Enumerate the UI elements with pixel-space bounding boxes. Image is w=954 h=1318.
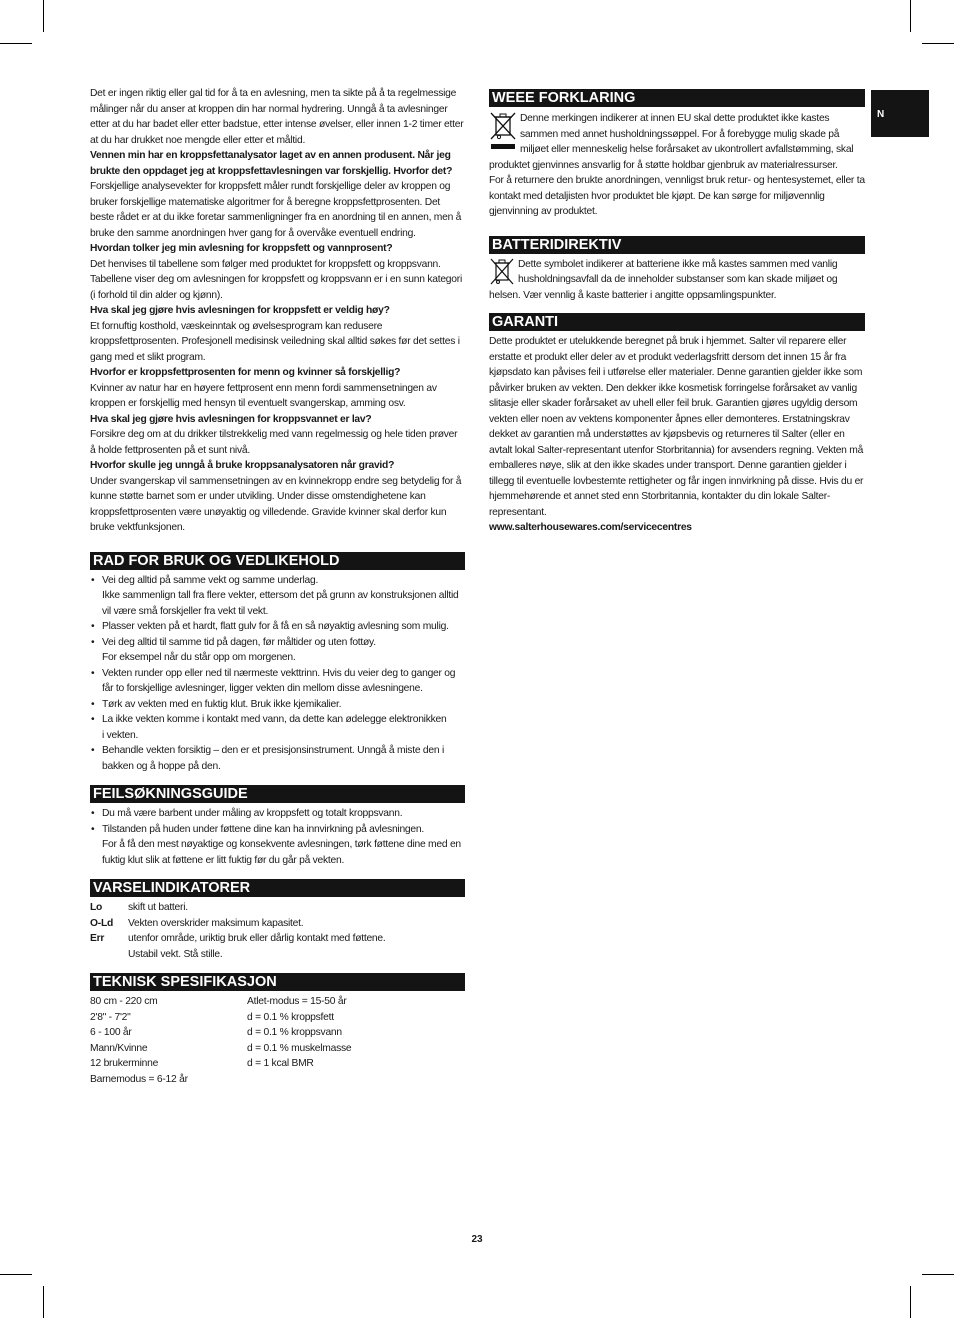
warning-text: Ustabil vekt. Stå stille. — [128, 948, 223, 960]
section-heading-spec: TEKNISK SPESIFIKASJON — [90, 973, 465, 991]
intro-paragraph: Det er ingen riktig eller gal tid for å ta en avlesning, men ta sikte på å ta regelmessige målinger når du anser at kroppen din har normal hydrering. Unngå å ta avlesninger etter at du har badet eller etter badstue, etter intense øvelser, eller innen 1-2 timer etter at du har drukket noe mengde eller etter et måltid. — [90, 88, 464, 146]
faq-question: Hvorfor skulle jeg unngå å bruke kroppsanalysatoren når gravid? — [90, 460, 395, 471]
faq-answer: Under svangerskap vil sammensetningen av en kvinnekropp endre seg betydelig for å kunne støtte barnet som er under utvikling. Under disse omstendighetene kan kroppsfettprosenten være unøyaktig og villedende. Gravide kvinner skal derfor kun bruke vektfunksjonen. — [90, 475, 462, 533]
spec-value: Atlet-modus = 15-50 år — [247, 996, 347, 1007]
page-number: 23 — [471, 1234, 483, 1245]
service-centres-link[interactable]: www.salterhousewares.com/servicecentres — [489, 522, 692, 533]
spec-value: 80 cm - 220 cm — [90, 996, 158, 1007]
crop-mark — [0, 1274, 32, 1275]
weee-block — [489, 111, 865, 220]
warning-table — [90, 900, 465, 962]
faq-answer: Kvinner av natur har en høyere fettprosent enn menn fordi sammensetningen av kroppen er forskjellig med hensyn til eventuelt svangerskap, amming osv. — [90, 382, 437, 409]
faq-question: Vennen min har en kroppsfettanalysator laget av en annen produsent. Når jeg brukte den oppdaget jeg at kroppsfettavlesningen var forskjellig. Hvorfor det? — [90, 150, 453, 177]
list-item: • Tilstanden på huden under føttene dine kan ha innvirkning på avlesningen. For å få den mest nøyaktige og konsekvente avlesningen, tørk føttene dine med en fuktig klut slik at føttene er litt fuktig før du går på vekten. — [102, 822, 465, 869]
list-item: • Vei deg alltid til samme tid på dagen, før måltider og uten fottøy. For eksempel når du står opp om morgenen. — [102, 635, 465, 666]
faq-question: Hvorfor er kroppsfettprosenten for menn og kvinner så forskjellig? — [90, 367, 401, 378]
language-tab: N — [871, 90, 929, 137]
faq-question: Hvordan tolker jeg min avlesning for kroppsfett og vannprosent? — [90, 243, 393, 254]
faq-item — [90, 148, 465, 241]
crop-mark — [0, 43, 32, 44]
spec-table — [90, 994, 465, 1087]
section-heading-weee: WEEE FORKLARING — [489, 89, 865, 107]
faq-answer: Det henvises til tabellene som følger med produktet for kroppsfett og kroppsvann. Tabellene viser deg om avlesningen for kroppsfett og kroppsvann er i en sunn kategori (i forhold til din alder og kjønn). — [90, 258, 462, 301]
list-item: • Vei deg alltid på samme vekt og samme underlag. Ikke sammenlign tall fra flere vekter, ettersom det på grunn av konstruksjonen alltid vil være små forskjeller fra vekt til vekt. — [102, 573, 465, 620]
list-item: • Tørk av vekten med en fuktig klut. Bruk ikke kjemikalier. — [102, 697, 465, 713]
spec-value — [247, 1072, 465, 1088]
list-item: • Behandle vekten forsiktig – den er et presisjonsinstrument. Unngå å miste den i bakken og å hoppe på den. — [102, 743, 465, 774]
faq-item — [90, 458, 465, 536]
spec-value: d = 0.1 % muskelmasse — [247, 1042, 352, 1054]
faq-question: Hva skal jeg gjøre hvis avlesningen for kroppsfett er veldig høy? — [90, 305, 390, 316]
warranty-text: Dette produktet er utelukkende beregnet på bruk i hjemmet. Salter vil reparere eller erstatte et produkt eller deler av et produkt vederlagsfritt dersom det innen 15 år fra kjøpsdato kan påvises feil i utførelse eller materialer. Denne garantien gjelder ikke som påvirker bruken av vekten. Den dekker ikke kosmetisk forringelse forårsaket av vanlig slitasje eller skader forårsaket av uhell eller feil bruk. Garantien gjøres ugyldig dersom vekten eller noen av vektens komponenter åpnes eller demonteres. Erstatningskrav dekket av garantien må understøttes av kjøpsbevis og returneres til Salter (eller en avtalt lokal Salter-representant utenfor Storbritannia) for avsenders regning. Vekten må emballeres nøye, slik at den ikke skades under transport. Denne garantien gjelder i tillegg til eventuelle lovbestemte rettigheter og får ingen innvirkning på disse. Hvis du er hjemmehørende et annet sted enn Storbritannia, kontakter du din lokale Salter-representant. — [489, 336, 864, 518]
crop-mark — [910, 0, 911, 32]
faq-answer: Et fornuftig kosthold, væskeinntak og øvelsesprogram kan redusere kroppsfettprosenten. Profesjonell medisinsk veiledning skal alltid søkes før det settes i gang med et slikt program. — [90, 320, 460, 363]
faq-answer: Forsikre deg om at du drikker tilstrekkelig med vann regelmessig og hele tiden prøver å holde fettprosenten på et sunt nivå. — [90, 429, 458, 456]
troubleshoot-list — [90, 806, 465, 868]
spec-value: 6 - 100 år — [90, 1027, 132, 1038]
faq-item — [90, 365, 465, 412]
crop-mark — [922, 43, 954, 44]
faq-answer: Forskjellige analysevekter for kroppsfett måler rundt forskjellige deler av kroppen og bruker forskjellige matematiske algoritmer for å beregne kroppsfettprosenten. Det beste rådet er at du ikke foretar sammenligninger fra en anordning til en annen, men å bruke den samme anordningen hver gang for å overvåke eventuell endring. — [90, 181, 462, 239]
weee-text: Denne merkingen indikerer at innen EU skal dette produktet ikke kastes sammen med annet husholdningssøppel. For å forebygge mulig skade på miljøet eller menneskelig helse forårsaket av ukontrollert avfallstømming, skal produktet gjenvinnes ansvarlig for å støtte holdbar gjenbruk av materialressurser. — [489, 113, 854, 171]
crop-mark — [43, 0, 44, 32]
list-item: • Vekten runder opp eller ned til nærmeste vekttrinn. Hvis du veier deg to ganger og får to forskjellige avlesninger, ligger vekten din mellom disse avlesningene. — [102, 666, 465, 697]
crop-mark — [910, 1286, 911, 1318]
warning-text: Vekten overskrider maksimum kapasitet. — [128, 917, 304, 929]
section-heading-troubleshoot: FEILSØKNINGSGUIDE — [90, 785, 465, 803]
crossed-bin-icon — [489, 257, 515, 287]
spec-value: d = 0.1 % kroppsvann — [247, 1027, 342, 1038]
list-item: • Du må være barbent under måling av kroppsfett og totalt kroppsvann. — [102, 806, 465, 822]
warning-code: O-Ld — [90, 917, 114, 929]
crop-mark — [922, 1274, 954, 1275]
battery-text: Dette symbolet indikerer at batteriene ikke må kastes sammen med vanlig husholdningsavfall da de inneholder substanser som kan skade miljøet og helsen. Vær vennlig å kaste batterier i angitte oppsamlingspunkter. — [489, 258, 838, 301]
faq-item — [90, 241, 465, 303]
warning-text: utenfor område, uriktig bruk eller dårlig kontakt med føttene. — [128, 933, 386, 944]
weee-text-return: For å returnere den brukte anordningen, vennligst bruk retur- og hentesystemet, eller ta kontakt med detaljisten hvor produktet ble kjøpt. De kan sørge for miljøvennlig gjenvinning av produktet. — [489, 175, 865, 217]
right-column — [489, 86, 865, 536]
section-heading-battery: BATTERIDIREKTIV — [489, 236, 865, 254]
battery-block — [489, 257, 865, 304]
spec-value: Mann/Kvinne — [90, 1042, 148, 1054]
warning-text: skift ut batteri. — [128, 902, 188, 913]
faq-question: Hva skal jeg gjøre hvis avlesningen for kroppsvannet er lav? — [90, 413, 372, 425]
spec-value: Barnemodus = 6-12 år — [90, 1073, 188, 1085]
spec-value: 2'8" - 7'2" — [90, 1011, 131, 1023]
care-list — [90, 573, 465, 775]
faq-item — [90, 303, 465, 365]
section-heading-warnings: VARSELINDIKATORER — [90, 879, 465, 897]
crop-mark — [43, 1286, 44, 1318]
crossed-bin-icon — [489, 111, 517, 151]
warning-code — [90, 947, 128, 963]
faq-item — [90, 412, 465, 459]
warning-code: Lo — [90, 902, 103, 913]
spec-value: d = 1 kcal BMR — [247, 1058, 314, 1069]
section-heading-warranty: GARANTI — [489, 313, 865, 331]
spec-value: 12 brukerminne — [90, 1058, 159, 1069]
list-item: • La ikke vekten komme i kontakt med vann, da dette kan ødelegge elektronikken i vekten. — [102, 712, 465, 743]
spec-value: d = 0.1 % kroppsfett — [247, 1011, 334, 1023]
list-item: • Plasser vekten på et hardt, flatt gulv for å få en så nøyaktig avlesning som mulig. — [102, 619, 465, 635]
left-column — [90, 86, 465, 1087]
section-heading-care: RAD FOR BRUK OG VEDLIKEHOLD — [90, 552, 465, 570]
warning-code: Err — [90, 933, 105, 944]
